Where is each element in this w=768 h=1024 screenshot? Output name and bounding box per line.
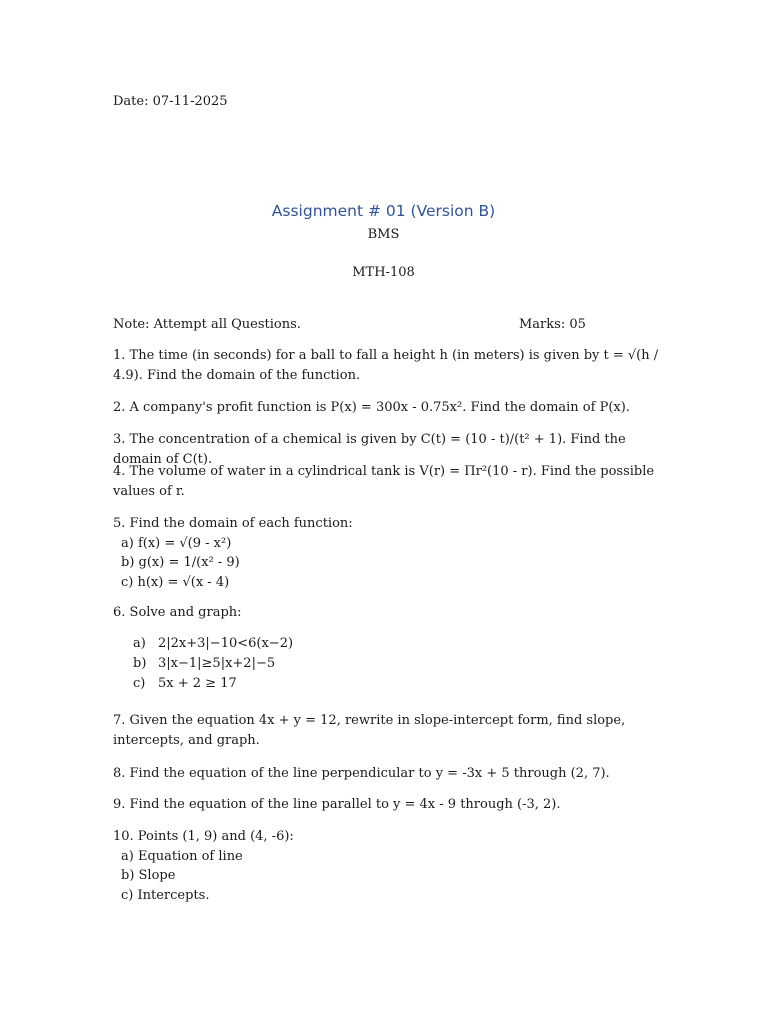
course-code: MTH-108 — [352, 265, 415, 280]
question-1: 1. The time (in seconds) for a ball to fall a height h (in meters) is given by t = √(h / 4.9). Find the domain of the function. — [113, 348, 659, 383]
question-10-part-b: b) Slope — [121, 868, 176, 883]
question-10 — [113, 827, 661, 905]
note-row — [113, 317, 654, 332]
question-5-part-c: c) h(x) = √(x - 4) — [121, 574, 230, 590]
question-3: 3. The concentration of a chemical is given by C(t) = (10 - t)/(t² + 1). Find the domain of C(t). — [113, 432, 626, 467]
inequality-expression: 2|2x+3|−10<6(x−2) — [158, 636, 294, 651]
date-line: Date: 07-11-2025 — [113, 94, 228, 109]
marks-text: Marks: 05 — [519, 317, 586, 332]
question-5 — [113, 514, 661, 592]
part-label: c) — [133, 676, 146, 691]
note-text: Note: Attempt all Questions. — [113, 317, 301, 332]
inequality-expression: 3|x−1|≥5|x+2|−5 — [158, 656, 276, 671]
question-2: 2. A company's profit function is P(x) = 300x - 0.75x². Find the domain of P(x). — [113, 400, 630, 415]
question-5-part-b: b) g(x) = 1/(x² - 9) — [121, 555, 240, 570]
question-10-part-c: c) Intercepts. — [121, 887, 210, 903]
question-7: 7. Given the equation 4x + y = 12, rewrite in slope-intercept form, find slope, intercepts, and graph. — [113, 713, 626, 748]
part-label: b) — [133, 656, 147, 671]
question-6-stem: 6. Solve and graph: — [113, 605, 242, 620]
question-9: 9. Find the equation of the line parallel to y = 4x - 9 through (-3, 2). — [113, 797, 561, 812]
inequality-expression: 5x + 2 ≥ 17 — [158, 676, 237, 691]
assignment-title: Assignment # 01 (Version B) — [271, 202, 496, 220]
question-6-part-b — [133, 654, 293, 674]
program-name: BMS — [367, 227, 400, 242]
question-5-part-a: a) f(x) = √(9 - x²) — [121, 535, 232, 551]
question-10-stem: 10. Points (1, 9) and (4, -6): — [113, 829, 294, 844]
question-6-part-a — [133, 634, 293, 654]
question-4: 4. The volume of water in a cylindrical tank is V(r) = Πr²(10 - r). Find the possible values of r. — [113, 464, 655, 499]
question-6-part-c — [133, 674, 293, 694]
question-10-part-a: a) Equation of line — [121, 848, 243, 864]
question-6-parts — [133, 634, 293, 694]
question-8: 8. Find the equation of the line perpendicular to y = -3x + 5 through (2, 7). — [113, 766, 610, 781]
question-5-stem: 5. Find the domain of each function: — [113, 516, 353, 531]
part-label: a) — [133, 636, 146, 651]
